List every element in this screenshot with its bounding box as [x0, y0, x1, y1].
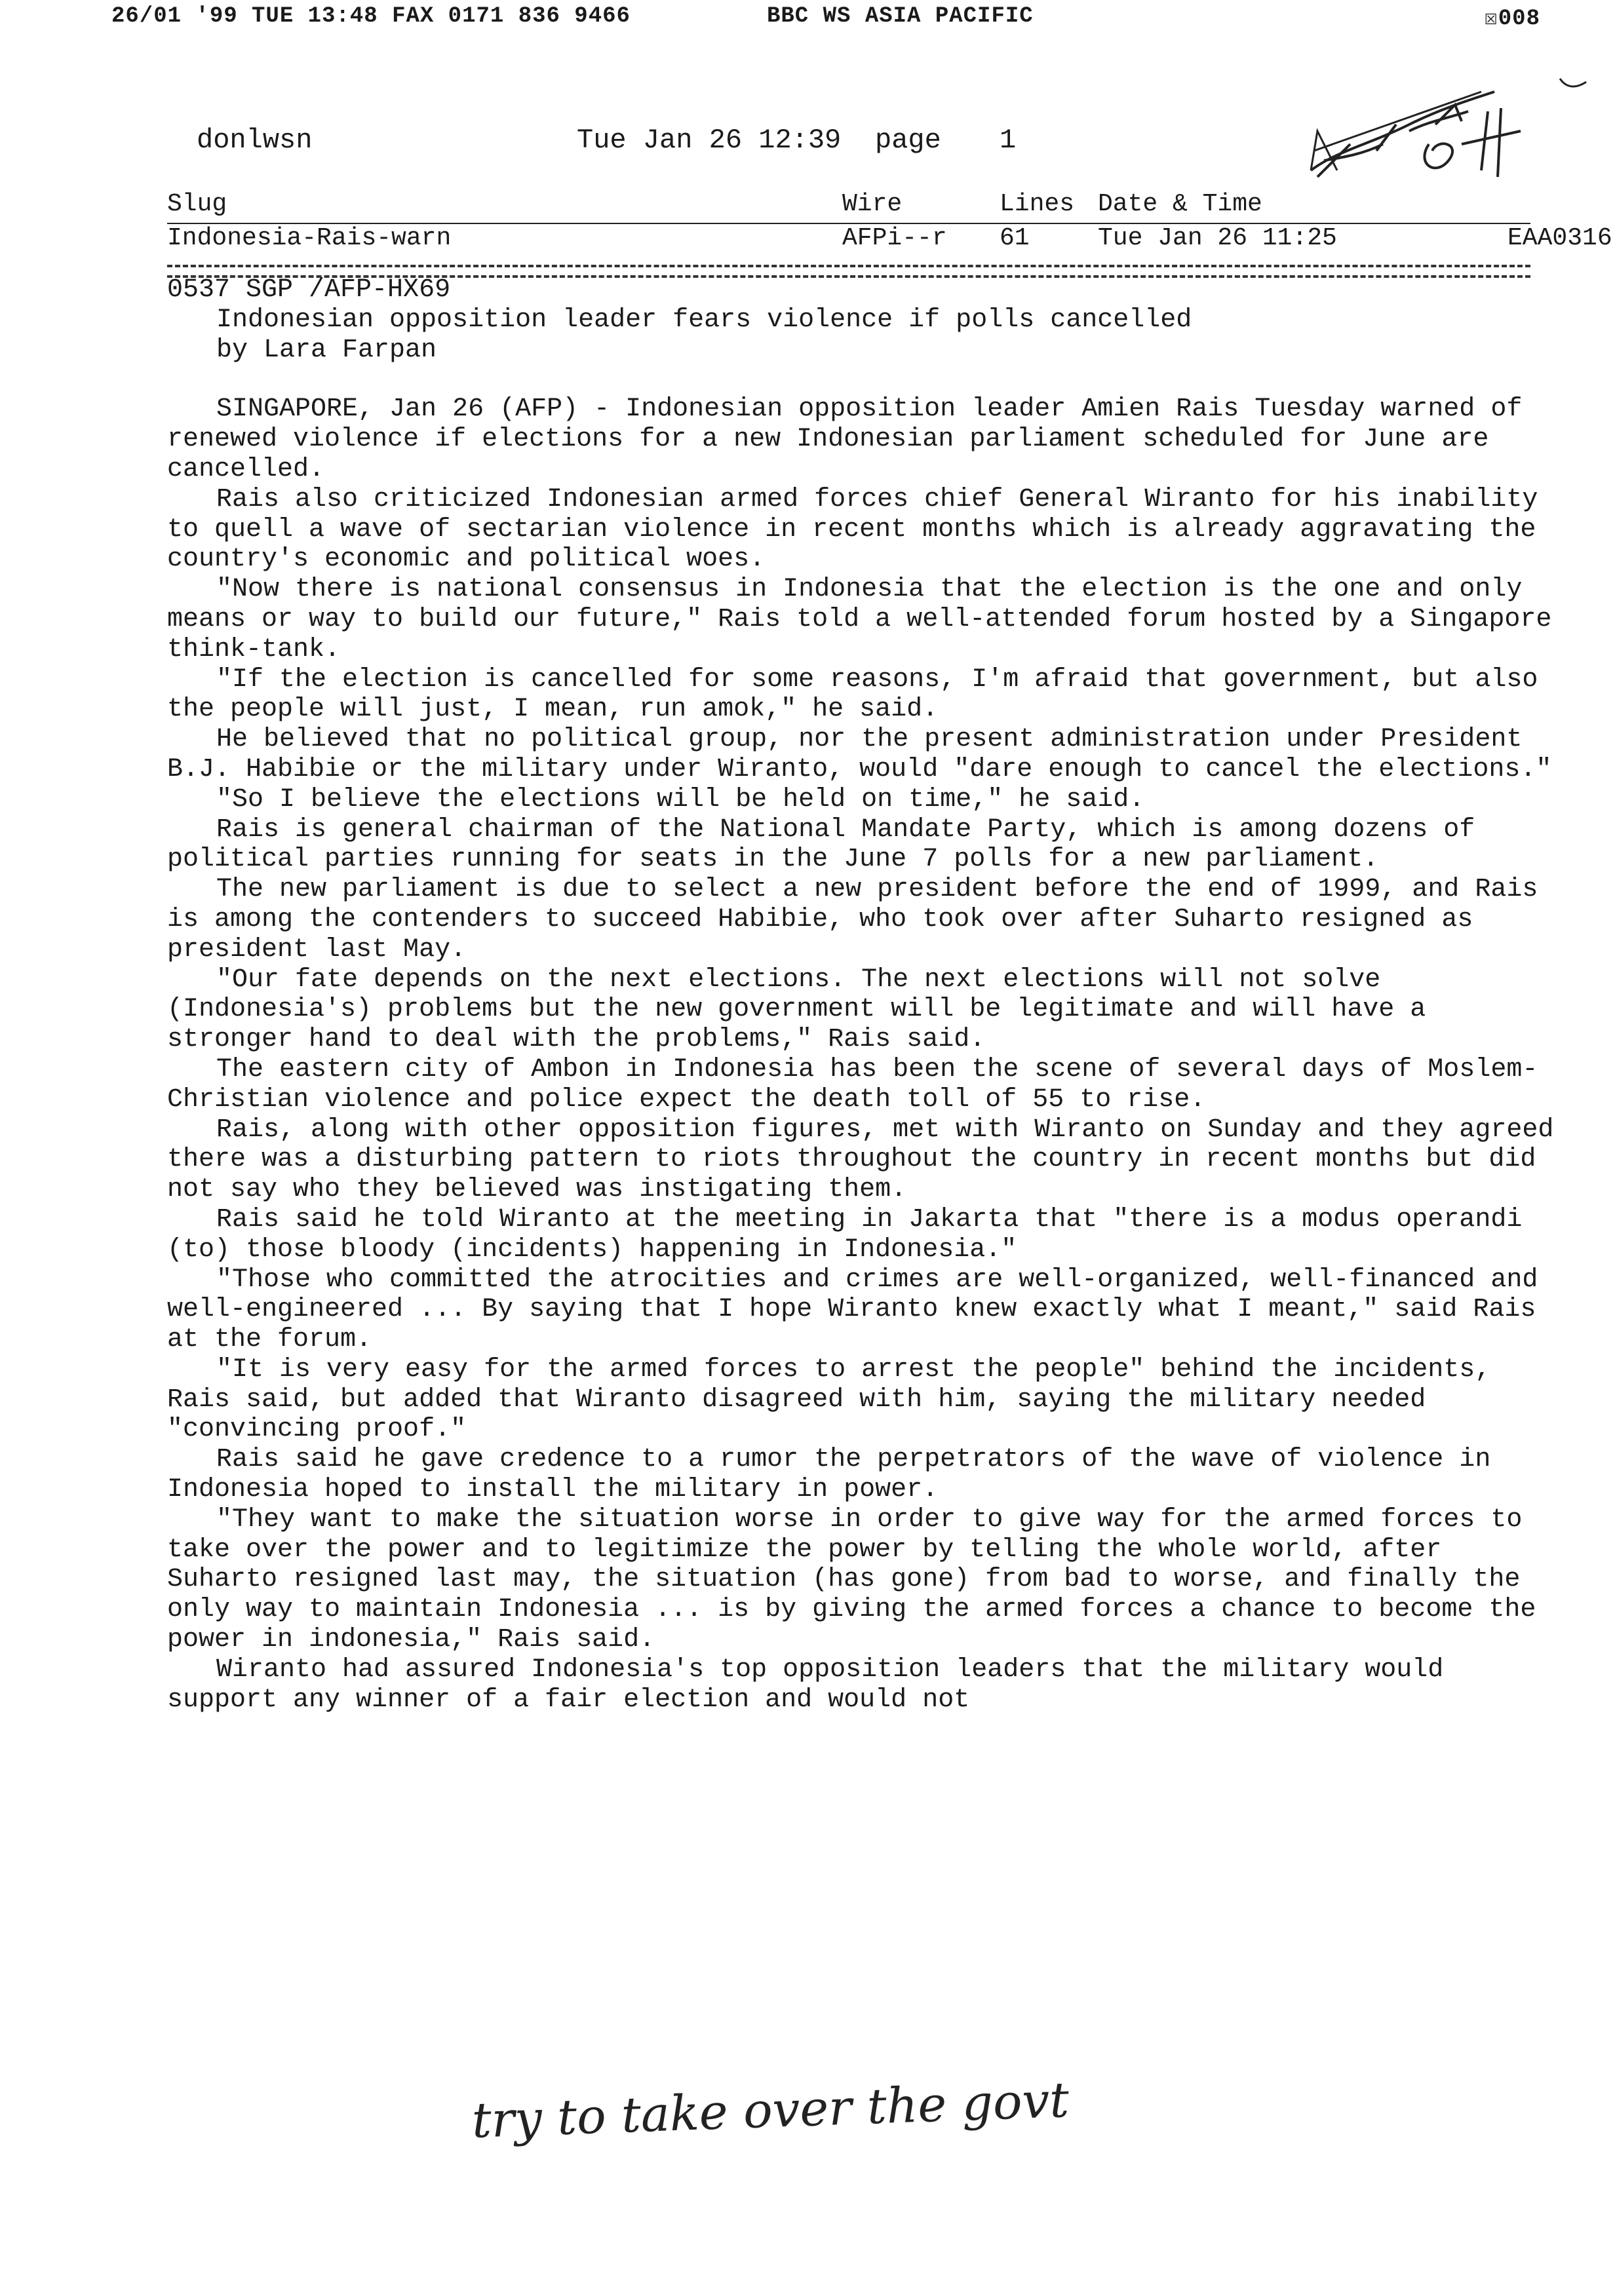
metadata-labels-row [167, 190, 1530, 224]
article [167, 275, 1557, 1715]
article-paragraph: The new parliament is due to select a new president before the end of 1999, and Rais is among the contenders to succeed Habibie, who took over after Suharto resigned as president last May. [167, 875, 1538, 965]
system-user: donlwsn [197, 124, 313, 156]
page-label: page [875, 124, 941, 156]
article-headline: Indonesian opposition leader fears violence if polls cancelled [216, 305, 1192, 335]
article-paragraph: Rais, along with other opposition figures, met with Wiranto on Sunday and they agreed there was a disturbing pattern to riots throughout the country in recent months but did not say who they believed was instigating them. [167, 1115, 1554, 1205]
wire-label: Wire [842, 190, 903, 218]
slug-label: Slug [167, 190, 227, 218]
article-paragraph: Rais also criticized Indonesian armed forces chief General Wiranto for his inability to quell a wave of sectarian violence in recent months which is already aggravating the country's economic and political woes. [167, 484, 1538, 575]
wire-system-header [197, 124, 1049, 164]
article-paragraph: Rais is general chairman of the National Mandate Party, which is among dozens of political parties running for seats in the June 7 polls for a new parliament. [167, 814, 1475, 875]
lines-label: Lines [1000, 190, 1075, 218]
story-code: 0537 SGP /AFP-HX69 [167, 275, 451, 305]
date-time-value: Tue Jan 26 11:25 [1098, 224, 1337, 252]
article-paragraph: Rais said he told Wiranto at the meeting in Jakarta that "there is a modus operandi (to) those bloody (incidents) happening in Indonesia." [167, 1204, 1523, 1265]
article-paragraph: "It is very easy for the armed forces to arrest the people" behind the incidents, Rais said, but added that Wiranto disagreed with him, saying the military needed "convincing proof." [167, 1354, 1491, 1445]
article-paragraph: "Now there is national consensus in Indonesia that the election is the one and only means or way to build our future," Rais told a well-attended forum hosted by a Singapore think-tank. [167, 575, 1552, 664]
wire-metadata-table [167, 190, 1612, 257]
metadata-values-row [167, 224, 1612, 257]
article-paragraph: "Our fate depends on the next elections. The next elections will not solve (Indonesia's) problems but the new government will be legitimate and will have a stronger hand to deal with the problems," Rais said. [167, 965, 1426, 1055]
handwritten-note-text: try to take over the govt [471, 2071, 1070, 2149]
page-number: 1 [1000, 124, 1017, 156]
article-paragraph: The eastern city of Ambon in Indonesia has been the scene of several days of Moslem-Christian violence and police expect the death toll of 55 to rise. [167, 1054, 1538, 1115]
lines-value: 61 [1000, 224, 1030, 252]
handwritten-initials-scribble [1298, 46, 1593, 197]
fax-timestamp-number: 26/01 '99 TUE 13:48 FAX 0171 836 9466 [111, 4, 631, 29]
fax-sender: BBC WS ASIA PACIFIC [767, 4, 1034, 29]
article-paragraph: SINGAPORE, Jan 26 (AFP) - Indonesian opposition leader Amien Rais Tuesday warned of renewed violence if elections for a new Indonesian parliament scheduled for June are cancelled. [167, 394, 1523, 484]
story-id: EAA0316 [1508, 224, 1612, 252]
fax-page-counter: ☒008 [1484, 7, 1540, 31]
wire-value: AFPi--r [842, 224, 947, 252]
date-time-label: Date & Time [1098, 190, 1262, 218]
fax-transmission-header [111, 4, 1540, 37]
article-paragraph: "They want to make the situation worse in order to give way for the armed forces to take over the power and to legitimize the power by telling the whole world, after Suharto resigned last may, the situation (has gone) from bad to worse, and finally the only way to maintain Indonesia ... is by giving the armed forces a chance to become the power in indonesia," Rais said. [167, 1504, 1536, 1655]
article-byline: by Lara Farpan [216, 335, 437, 365]
article-paragraph: Wiranto had assured Indonesia's top opposition leaders that the military would support any winner of a fair election and would not [167, 1655, 1444, 1715]
article-body [167, 394, 1557, 1715]
article-paragraph: "Those who committed the atrocities and crimes are well-organized, well-financed and well-engineered ... By saying that I hope Wiranto knew exactly what I meant," said Rais at the forum. [167, 1265, 1538, 1355]
article-paragraph: "So I believe the elections will be held on time," he said. [216, 784, 1145, 814]
article-paragraph: "If the election is cancelled for some reasons, I'm afraid that government, but also the people will just, I mean, run amok," he said. [167, 664, 1538, 725]
system-date: Tue Jan 26 12:39 [577, 124, 842, 156]
article-paragraph: Rais said he gave credence to a rumor the perpetrators of the wave of violence in Indonesia hoped to install the military in power. [167, 1445, 1491, 1505]
handwritten-note [459, 2064, 1180, 2169]
article-paragraph: He believed that no political group, nor the present administration under President B.J. Habibie or the military under Wiranto, would "dare enough to cancel the elections." [167, 725, 1552, 784]
slug-value: Indonesia-Rais-warn [167, 224, 452, 252]
